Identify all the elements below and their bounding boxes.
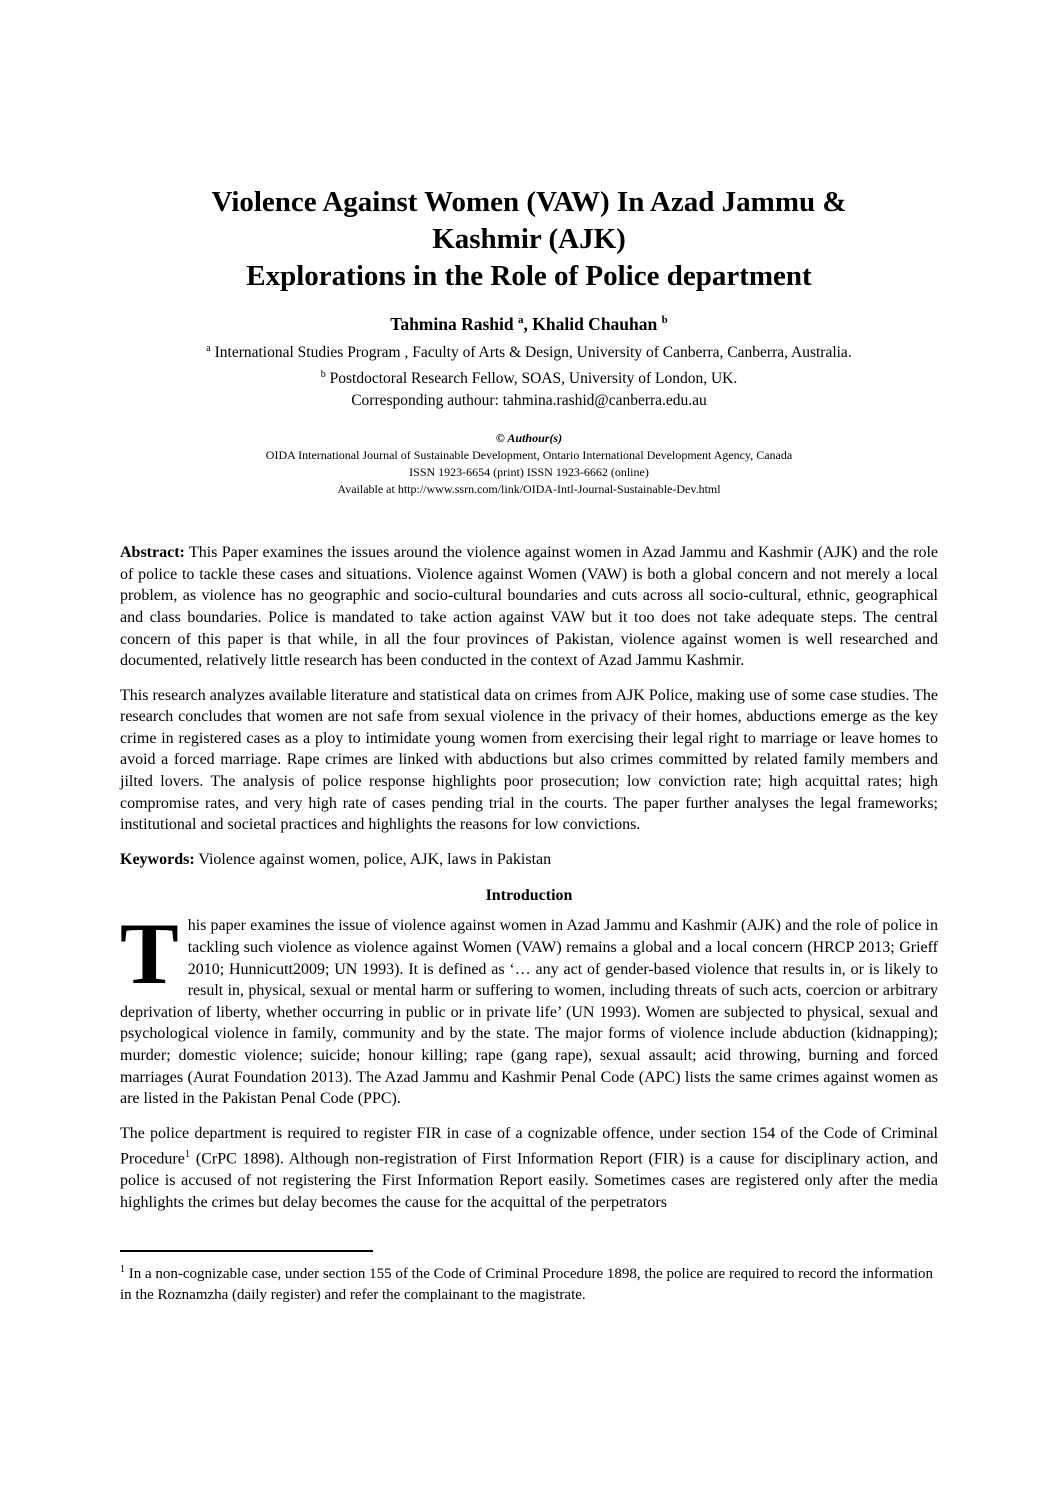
introduction-paragraph-2-text-a: The police department is required to register FIR in case of a cognizable offence, under section 154 of the Code of Criminal Procedure: [120, 1124, 938, 1168]
author-affiliation-marker-1: a: [518, 314, 524, 326]
footnote-marker: 1: [120, 1264, 125, 1275]
author-name-1: Tahmina Rashid: [390, 313, 514, 334]
footnote-text: [120, 1259, 938, 1306]
footnote-area: [120, 1250, 938, 1306]
copyright-line: © Authour(s): [495, 431, 563, 446]
abstract-text: This Paper examines the issues around the violence against women in Azad Jammu and Kashmir (AJK) and the role of police to tackle these cases and situations. Violence against Women (VAW) is both a global concern and not merely a local problem, as violence has no geographic and socio-cultural boundaries and cuts across all socio-cultural, ethnic, geographical and class boundaries. Police is mandated to take action against VAW but it too does not take adequate steps. The central concern of this paper is that while, in all the four provinces of Pakistan, violence against women is well researched and documented, relatively little research has been conducted in the context of Azad Jammu Kashmir.: [120, 544, 939, 670]
abstract-paragraph-2: This research analyzes available literature and statistical data on crimes from AJK Police, making use of some case studies. The research concludes that women are not safe from sexual violence in the privacy of their homes, abductions emerge as the key crime in registered cases as a ploy to intimidate young women from exercising their legal right to marriage or leave homes to avoid a forced marriage. Rape crimes are linked with abductions but also crimes committed by related family members and jilted lovers. The analysis of police response highlights poor prosecution; low conviction rate; high acquittal rates; high compromise rates, and very high rate of cases pending trial in the courts. The paper further analyses the legal frameworks; institutional and societal practices and highlights the reasons for low convictions.: [120, 686, 938, 834]
paper-title: [120, 0, 938, 295]
paper-title-line2: Kashmir (AJK): [432, 223, 626, 255]
authors-line: [120, 309, 938, 336]
footnote-body: In a non-cognizable case, under section 155 of the Code of Criminal Procedure 1898, the police are required to record the information in the Roznamzha (daily register) and refer the complainant to the magistrate.: [120, 1266, 934, 1303]
affiliation-2-text: Postdoctoral Research Fellow, SOAS, University of London, UK.: [325, 370, 738, 388]
introduction-paragraph-1: [120, 906, 938, 1109]
paper-title-line1: Violence Against Women (VAW) In Azad Jammu &: [211, 186, 847, 218]
paper-subtitle: Explorations in the Role of Police department: [246, 260, 812, 292]
affiliation-2: [120, 364, 938, 390]
author-affiliation-marker-2: b: [661, 314, 668, 326]
publication-block: [120, 430, 938, 498]
keywords-paragraph: [120, 849, 938, 871]
affiliation-1: [120, 338, 938, 364]
affiliation-2-marker: b: [320, 368, 326, 380]
journal-line: OIDA International Journal of Sustainable Development, Ontario International Development Agency, Canada: [265, 448, 793, 463]
availability-line: Available at http://www.ssrn.com/link/OIDA-Intl-Journal-Sustainable-Dev.html: [337, 482, 721, 497]
drop-cap-letter: T: [120, 906, 179, 1004]
keywords-text: Violence against women, police, AJK, laws in Pakistan: [198, 850, 552, 868]
introduction-paragraph-1-text: his paper examines the issue of violence against women in Azad Jammu and Kashmir (AJK) and the role of police in tackling such violence as violence against Women (VAW) remains a global and a local concern (HRCP 2013; Grieff 2010; Hunnicutt2009; UN 1993). It is defined as ‘… any act of gender-based violence that results in, or is likely to result in, physical, sexual or mental harm or suffering to women, including threats of such acts, coercion or arbitrary deprivation of liberty, whether occurring in public or in private life’ (UN 1993). Women are subjected to physical, sexual and psychological violence in family, community and by the state. The major forms of violence include abduction (kidnapping); murder; domestic violence; suicide; honour killing; rape (gang rape), sexual assault; acid throwing, burning and forced marriages (Aurat Foundation 2013). The Azad Jammu and Kashmir Penal Code (APC) lists the same crimes against women as are listed in the Pakistan Penal Code (PPC).: [120, 917, 938, 1108]
author-name-2: Khalid Chauhan: [532, 313, 658, 334]
keywords-label: Keywords:: [120, 850, 195, 868]
footnote-reference-marker: 1: [184, 1149, 191, 1161]
abstract-paragraph: [120, 542, 938, 672]
footnote-separator-rule: [120, 1250, 373, 1252]
issn-line: ISSN 1923-6654 (print) ISSN 1923-6662 (online): [409, 465, 649, 480]
corresponding-author-line: Corresponding authour: tahmina.rashid@canberra.edu.au: [351, 392, 707, 410]
affiliations-block: [120, 338, 938, 412]
affiliation-1-marker: a: [206, 342, 211, 354]
abstract-label: Abstract:: [120, 544, 185, 562]
introduction-heading: Introduction: [485, 887, 573, 905]
introduction-paragraph-2-text-b: (CrPC 1898). Although non-registration of First Information Report (FIR) is a cause for disciplinary action, and police is accused of not registering the First Information Report easily. Sometimes cases are registered only after the media highlights the crimes but delay becomes the cause for the acquittal of the perpetrators: [120, 1150, 938, 1211]
introduction-paragraph-2: [120, 1123, 938, 1214]
affiliation-1-text: International Studies Program , Faculty of Arts & Design, University of Canberra, Canberra, Australia.: [210, 343, 852, 361]
author-separator: ,: [523, 313, 533, 334]
